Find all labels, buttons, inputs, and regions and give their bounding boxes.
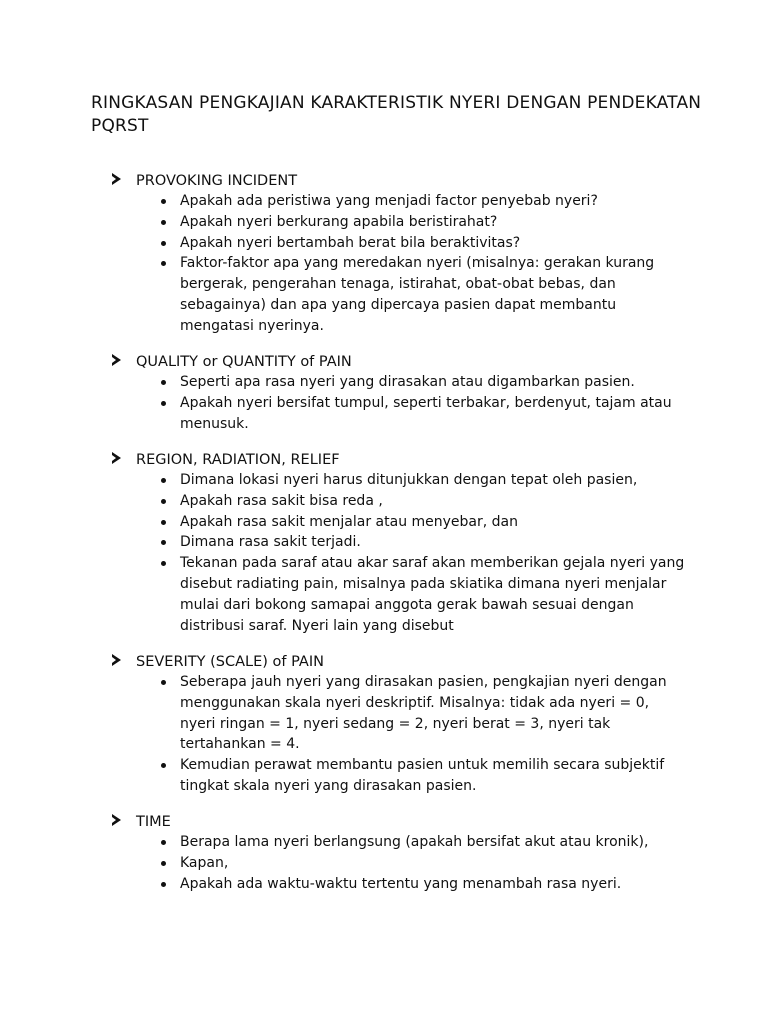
section-heading <box>112 651 712 672</box>
arrow-bullet-icon <box>112 351 136 372</box>
arrow-bullet-icon <box>112 651 136 672</box>
section-provoking-incident <box>112 170 712 337</box>
list-item: Apakah rasa sakit bisa reda , <box>158 491 685 512</box>
list-item: Faktor-faktor apa yang meredakan nyeri (misalnya: gerakan kurang bergerak, pengerahan tenaga, istirahat, obat-obat bebas, dan sebagainya) dan apa yang dipercaya pasien dapat membantu mengatasi nyerinya. <box>158 253 685 336</box>
list-item: Dimana lokasi nyeri harus ditunjukkan dengan tepat oleh pasien, <box>158 470 685 491</box>
list-item: Apakah rasa sakit menjalar atau menyebar, dan <box>158 512 685 533</box>
section-heading-label: QUALITY or QUANTITY of PAIN <box>136 353 352 370</box>
list-item: Kemudian perawat membantu pasien untuk memilih secara subjektif tingkat skala nyeri yang dirasakan pasien. <box>158 755 685 797</box>
section-heading-label: PROVOKING INCIDENT <box>136 172 298 189</box>
list-item: Apakah ada peristiwa yang menjadi factor penyebab nyeri? <box>158 191 685 212</box>
section-heading-label: REGION, RADIATION, RELIEF <box>136 451 340 468</box>
arrow-bullet-icon <box>112 170 136 191</box>
list-item: Kapan, <box>158 853 685 874</box>
section-severity-scale <box>112 651 712 797</box>
section-quality-quantity <box>112 351 712 434</box>
arrow-bullet-icon <box>112 449 136 470</box>
list-item: Apakah nyeri bertambah berat bila beraktivitas? <box>158 233 685 254</box>
section-heading <box>112 351 712 372</box>
bullet-list <box>112 470 712 636</box>
section-time <box>112 811 712 894</box>
document-title: RINGKASAN PENGKAJIAN KARAKTERISTIK NYERI DENGAN PENDEKATAN PQRST <box>91 93 702 136</box>
section-heading <box>112 170 712 191</box>
list-item: Seberapa jauh nyeri yang dirasakan pasien, pengkajian nyeri dengan menggunakan skala nyeri deskriptif. Misalnya: tidak ada nyeri = 0, nyeri ringan = 1, nyeri sedang = 2, nyeri berat = 3, nyeri tak tertahankan = 4. <box>158 672 685 755</box>
list-item: Apakah nyeri berkurang apabila beristirahat? <box>158 212 685 233</box>
list-item: Apakah nyeri bersifat tumpul, seperti terbakar, berdenyut, tajam atau menusuk. <box>158 393 685 435</box>
bullet-list <box>112 672 712 797</box>
section-heading-label: SEVERITY (SCALE) of PAIN <box>136 653 324 670</box>
list-item: Berapa lama nyeri berlangsung (apakah bersifat akut atau kronik), <box>158 832 685 853</box>
arrow-bullet-icon <box>112 811 136 832</box>
section-heading <box>112 449 712 470</box>
section-region-radiation-relief <box>112 449 712 636</box>
bullet-list <box>112 191 712 337</box>
list-item: Tekanan pada saraf atau akar saraf akan memberikan gejala nyeri yang disebut radiating pain, misalnya pada skiatika dimana nyeri menjalar mulai dari bokong samapai anggota gerak bawah sesuai dengan distribusi saraf. Nyeri lain yang disebut <box>158 553 685 636</box>
list-item: Apakah ada waktu-waktu tertentu yang menambah rasa nyeri. <box>158 874 685 895</box>
bullet-list <box>112 372 712 434</box>
section-heading <box>112 811 712 832</box>
list-item: Dimana rasa sakit terjadi. <box>158 532 685 553</box>
list-item: Seperti apa rasa nyeri yang dirasakan atau digambarkan pasien. <box>158 372 685 393</box>
section-heading-label: TIME <box>136 813 171 830</box>
bullet-list <box>112 832 712 894</box>
